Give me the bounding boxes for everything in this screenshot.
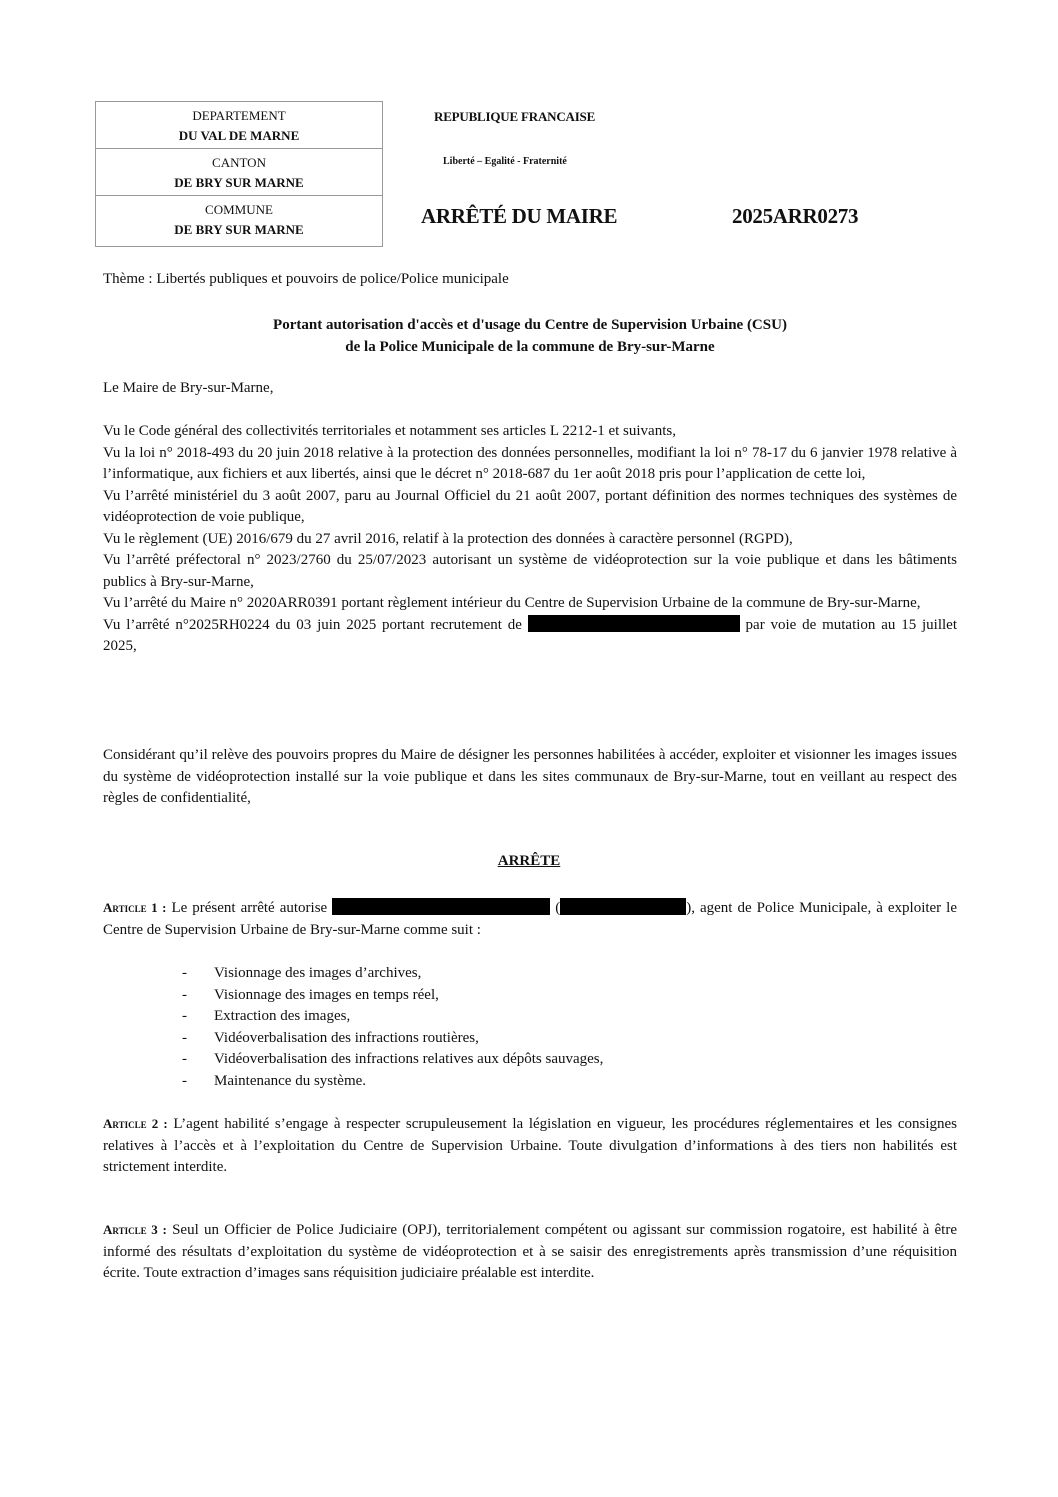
visa-paragraph: Vu la loi n° 2018-493 du 20 juin 2018 relative à la protection des données personnelles, modifiant la loi n° 78-17 du 6 janvier 1978 relative à l’informatique, aux fichiers et aux libertés, ainsi que le décret n° 2018-687 du 1er août 2018 pris pour l’application de cette loi, (103, 444, 957, 482)
article-2-text: L’agent habilité s’engage à respecter scrupuleusement la législation en vigueur, les procédures réglementaires et les consignes relatives à l’accès et à l’exploitation du Centre de Supervision Urbaine. Toute divulgation d’informations à des tiers non habilités est strictement interdite. (103, 1116, 958, 1175)
list-item-text: Maintenance du système. (214, 1072, 367, 1089)
administrative-header-box (95, 101, 383, 247)
visa-paragraph-recruitment (103, 615, 957, 658)
article-3-label: Article 3 : (103, 1222, 167, 1237)
list-item-text: Vidéoverbalisation des infractions relatives aux dépôts sauvages, (214, 1051, 604, 1067)
article-2 (103, 1113, 957, 1179)
canton-name: DE BRY SUR MARNE (174, 175, 304, 190)
visa-paragraph: Vu le Code général des collectivités territoriales et notamment ses articles L 2212-1 et suivants, (103, 423, 676, 439)
list-dash: - (182, 1072, 187, 1089)
subject-line-1: Portant autorisation d'accès et d'usage du Centre de Supervision Urbaine (CSU) (273, 317, 787, 333)
list-dash: - (182, 965, 187, 981)
list-item-text: Visionnage des images d’archives, (214, 965, 422, 981)
article-1-text-c: ), agent de Police Municipale, à exploiter le Centre de Supervision Urbaine de Bry-sur-Marne comme suit : (103, 900, 958, 938)
visa-recruitment-text-a: Vu l’arrêté n°2025RH0224 du 03 juin 2025 portant recrutement de (103, 616, 522, 633)
article-1-paragraph (103, 897, 957, 941)
redacted-agent-id-block (560, 898, 686, 915)
commune-label: COMMUNE (205, 202, 273, 217)
header-canton (96, 149, 382, 196)
article-1 (103, 897, 957, 941)
header-department (96, 102, 382, 149)
redacted-agent-name-block (332, 898, 550, 915)
intro-line: Le Maire de Bry-sur-Marne, (103, 380, 274, 396)
list-dash: - (182, 986, 187, 1003)
list-item (182, 963, 603, 985)
list-item (182, 1006, 603, 1028)
article-1-text-b: ( (555, 900, 561, 916)
subject-line-2: de la Police Municipale de la commune de Bry-sur-Marne (345, 339, 715, 355)
visas-section (103, 421, 957, 658)
department-label: DEPARTEMENT (192, 108, 286, 123)
list-item-text: Visionnage des images en temps réel, (214, 986, 439, 1003)
redacted-name-block (528, 615, 740, 632)
theme-line: Thème : Libertés publiques et pouvoirs de police/Police municipale (103, 271, 509, 287)
visa-paragraph: Vu l’arrêté préfectoral n° 2023/2760 du 25/07/2023 autorisant un système de vidéoprotection sur la voie publique et dans les bâtiments publics à Bry-sur-Marne, (103, 552, 957, 590)
list-dash: - (182, 1008, 187, 1024)
document-title: ARRÊTÉ DU MAIRE (421, 204, 618, 228)
article-2-paragraph (103, 1113, 957, 1179)
document-number: 2025ARR0273 (732, 204, 859, 228)
decision-heading: ARRÊTE (497, 853, 561, 869)
article-3-paragraph (103, 1219, 957, 1285)
article-2-label: Article 2 : (103, 1116, 168, 1131)
list-item (182, 1071, 603, 1093)
list-item (182, 1028, 603, 1050)
considerant-section (103, 745, 957, 810)
subject-heading (103, 314, 957, 358)
republic-heading: REPUBLIQUE FRANCAISE (434, 109, 596, 124)
canton-label: CANTON (212, 155, 266, 170)
considerant-paragraph: Considérant qu’il relève des pouvoirs propres du Maire de désigner les personnes habilitées à accéder, exploiter et visionner les images issues du système de vidéoprotection installé sur la voie publique et dans les sites communaux de Bry-sur-Marne, tout en veillant au respect des règles de confidentialité, (103, 747, 957, 806)
article-3-text: Seul un Officier de Police Judiciaire (OPJ), territorialement compétent ou agissant sur commission rogatoire, est habilité à être informé des résultats d’exploitation du système de vidéoprotection et à se saisir des enregistrements après transmission d’une réquisition écrite. Toute extraction d’images sans réquisition judiciaire préalable est interdite. (103, 1222, 958, 1281)
list-item (182, 1049, 603, 1071)
department-name: DU VAL DE MARNE (178, 128, 300, 143)
article-3 (103, 1219, 957, 1285)
article-1-label: Article 1 : (103, 900, 167, 915)
visa-paragraph: Vu le règlement (UE) 2016/679 du 27 avril 2016, relatif à la protection des données à caractère personnel (RGPD), (103, 530, 793, 547)
list-item-text: Extraction des images, (214, 1008, 351, 1024)
republic-motto: Liberté – Egalité - Fraternité (443, 156, 567, 167)
visa-paragraph: Vu l’arrêté ministériel du 3 août 2007, paru au Journal Officiel du 21 août 2007, portant définition des normes techniques des systèmes de vidéoprotection de voie publique, (103, 487, 957, 525)
commune-name: DE BRY SUR MARNE (174, 222, 304, 237)
list-dash: - (182, 1029, 187, 1046)
list-item (182, 985, 603, 1007)
list-item-text: Vidéoverbalisation des infractions routières, (214, 1029, 479, 1046)
article-1-text-a: Le présent arrêté autorise (171, 900, 328, 916)
authorizations-list (182, 963, 603, 1092)
header-commune (96, 196, 382, 244)
visa-recruitment-text-b: par voie de mutation au 15 juillet 2025, (103, 616, 957, 654)
visa-paragraph: Vu l’arrêté du Maire n° 2020ARR0391 portant règlement intérieur du Centre de Supervision Urbaine de la commune de Bry-sur-Marne, (103, 595, 921, 611)
list-dash: - (182, 1051, 187, 1067)
